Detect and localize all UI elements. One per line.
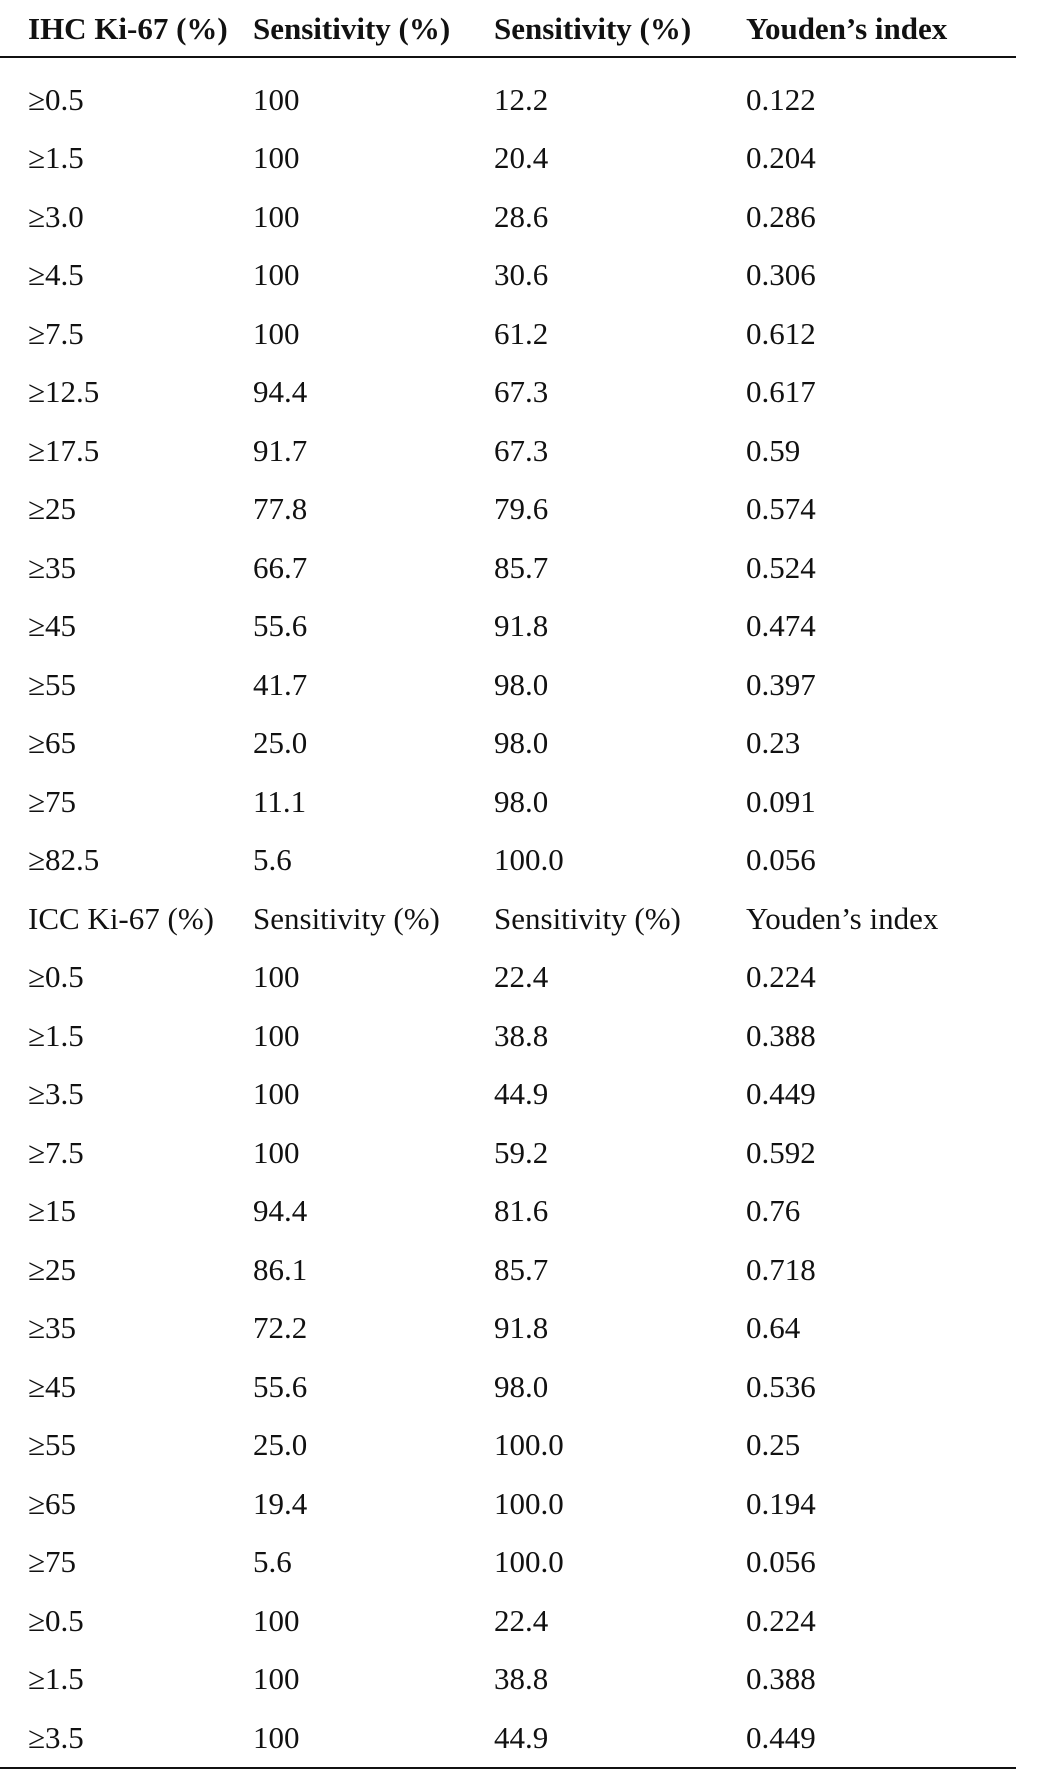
cell-sensitivity: 66.7: [253, 549, 308, 585]
cell-sensitivity-2: 30.6: [494, 257, 549, 293]
table-row: [0, 1474, 1016, 1533]
header-ki67-cutoff: IHC Ki-67 (%): [28, 10, 228, 46]
table-row: [0, 1182, 1016, 1241]
cell-youden-index: 0.388: [746, 1017, 816, 1053]
cell-sensitivity-2: 100.0: [494, 1544, 564, 1580]
cell-youden-index: 0.397: [746, 666, 816, 702]
cell-cutoff: ≥35: [28, 1310, 77, 1346]
cell-sensitivity-2: 59.2: [494, 1134, 549, 1170]
cell-cutoff: ≥45: [28, 608, 77, 644]
cell-sensitivity: 5.6: [253, 842, 292, 878]
cell-cutoff: ≥3.0: [28, 198, 84, 234]
cell-youden-index: 0.449: [746, 1076, 816, 1112]
header-sensitivity: Sensitivity (%): [253, 10, 451, 46]
cell-youden-index: 0.718: [746, 1251, 816, 1287]
table-body: [0, 70, 1016, 1767]
cell-cutoff: ≥25: [28, 1251, 77, 1287]
cell-youden-index: 0.64: [746, 1310, 801, 1346]
table-row: [0, 304, 1016, 363]
cell-youden-index: 0.617: [746, 374, 816, 410]
cell-youden-index: 0.204: [746, 140, 816, 176]
cell-sensitivity-2: 38.8: [494, 1017, 549, 1053]
cell-sensitivity: 100: [253, 198, 300, 234]
cell-youden-index: 0.091: [746, 783, 816, 819]
cell-cutoff: ≥7.5: [28, 1134, 84, 1170]
table-row: [0, 129, 1016, 188]
cell-cutoff: ≥82.5: [28, 842, 100, 878]
cell-sensitivity-2: 100.0: [494, 842, 564, 878]
cell-cutoff: ≥4.5: [28, 257, 84, 293]
cell-cutoff: ≥12.5: [28, 374, 100, 410]
table-row: [0, 1650, 1016, 1709]
table-row: [0, 772, 1016, 831]
cell-youden-index: 0.59: [746, 432, 801, 468]
cell-sensitivity-2: 98.0: [494, 725, 549, 761]
cell-youden-index: Youden’s index: [746, 900, 939, 936]
table-row: [0, 597, 1016, 656]
cell-sensitivity: 100: [253, 1076, 300, 1112]
table-row: [0, 1357, 1016, 1416]
cell-sensitivity-2: 91.8: [494, 608, 549, 644]
cell-cutoff: ≥45: [28, 1368, 77, 1404]
table-row: [0, 187, 1016, 246]
cell-sensitivity: 100: [253, 81, 300, 117]
cell-cutoff: ≥55: [28, 1427, 77, 1463]
table-row: [0, 538, 1016, 597]
cell-sensitivity-2: 100.0: [494, 1485, 564, 1521]
cell-sensitivity: 94.4: [253, 1193, 308, 1229]
cell-youden-index: 0.224: [746, 959, 816, 995]
cell-youden-index: 0.592: [746, 1134, 816, 1170]
cell-cutoff: ≥15: [28, 1193, 77, 1229]
table-row: [0, 480, 1016, 539]
cell-cutoff: ≥65: [28, 1485, 77, 1521]
cell-sensitivity-2: 12.2: [494, 81, 549, 117]
cell-sensitivity: 86.1: [253, 1251, 308, 1287]
cell-sensitivity: 100: [253, 140, 300, 176]
cell-cutoff: ≥1.5: [28, 140, 84, 176]
cell-cutoff: ≥17.5: [28, 432, 100, 468]
cell-sensitivity-2: 85.7: [494, 549, 549, 585]
cell-youden-index: 0.388: [746, 1661, 816, 1697]
cell-cutoff: ≥65: [28, 725, 77, 761]
cell-sensitivity: 55.6: [253, 1368, 308, 1404]
bottom-rule: [0, 1767, 1016, 1769]
table-row: [0, 714, 1016, 773]
cell-sensitivity: 100: [253, 1602, 300, 1638]
cell-sensitivity: 72.2: [253, 1310, 308, 1346]
cell-cutoff: ≥7.5: [28, 315, 84, 351]
cell-sensitivity-2: 44.9: [494, 1076, 549, 1112]
cell-youden-index: 0.76: [746, 1193, 801, 1229]
cell-youden-index: 0.536: [746, 1368, 816, 1404]
cell-sensitivity-2: 98.0: [494, 1368, 549, 1404]
cell-sensitivity: 100: [253, 1719, 300, 1755]
cell-sensitivity: 41.7: [253, 666, 308, 702]
cell-sensitivity-2: 79.6: [494, 491, 549, 527]
cell-sensitivity-2: Sensitivity (%): [494, 900, 681, 936]
table-row: [0, 1123, 1016, 1182]
cell-cutoff: ≥1.5: [28, 1017, 84, 1053]
cell-sensitivity-2: 22.4: [494, 1602, 549, 1638]
cell-cutoff: ≥3.5: [28, 1076, 84, 1112]
table-row: [0, 831, 1016, 890]
cell-sensitivity-2: 20.4: [494, 140, 549, 176]
cell-sensitivity-2: 100.0: [494, 1427, 564, 1463]
cell-sensitivity: 100: [253, 1134, 300, 1170]
cell-sensitivity-2: 81.6: [494, 1193, 549, 1229]
cell-cutoff: ≥0.5: [28, 959, 84, 995]
cell-youden-index: 0.524: [746, 549, 816, 585]
header-sensitivity-2: Sensitivity (%): [494, 10, 692, 46]
cell-cutoff: ≥0.5: [28, 1602, 84, 1638]
cell-sensitivity: 77.8: [253, 491, 308, 527]
cell-sensitivity: 94.4: [253, 374, 308, 410]
table-row: [0, 1065, 1016, 1124]
table-row: [0, 1708, 1016, 1767]
cell-sensitivity: 100: [253, 959, 300, 995]
cell-cutoff: ≥0.5: [28, 81, 84, 117]
cell-sensitivity-2: 98.0: [494, 783, 549, 819]
cell-youden-index: 0.574: [746, 491, 816, 527]
cell-sensitivity: 100: [253, 1661, 300, 1697]
cell-youden-index: 0.306: [746, 257, 816, 293]
table-row: [0, 1006, 1016, 1065]
cell-sensitivity-2: 44.9: [494, 1719, 549, 1755]
cell-youden-index: 0.474: [746, 608, 816, 644]
table-row: [0, 948, 1016, 1007]
cell-sensitivity: 100: [253, 1017, 300, 1053]
cell-youden-index: 0.194: [746, 1485, 816, 1521]
table-row: [0, 246, 1016, 305]
cell-youden-index: 0.286: [746, 198, 816, 234]
table-row: [0, 1591, 1016, 1650]
cell-sensitivity: Sensitivity (%): [253, 900, 440, 936]
cell-youden-index: 0.122: [746, 81, 816, 117]
cell-cutoff: ≥75: [28, 783, 77, 819]
table-row: [0, 889, 1016, 948]
cell-sensitivity: 19.4: [253, 1485, 308, 1521]
table-row: [0, 1299, 1016, 1358]
cell-sensitivity: 55.6: [253, 608, 308, 644]
cell-youden-index: 0.056: [746, 1544, 816, 1580]
cell-cutoff: ≥25: [28, 491, 77, 527]
cell-sensitivity: 11.1: [253, 783, 307, 819]
cell-sensitivity-2: 98.0: [494, 666, 549, 702]
cell-sensitivity-2: 85.7: [494, 1251, 549, 1287]
cell-sensitivity-2: 22.4: [494, 959, 549, 995]
header-youden-index: Youden’s index: [746, 10, 948, 46]
table-row: [0, 70, 1016, 129]
table-row: [0, 421, 1016, 480]
cell-cutoff: ≥75: [28, 1544, 77, 1580]
header-spacer: [0, 58, 1016, 70]
table-row: [0, 1533, 1016, 1592]
cell-youden-index: 0.25: [746, 1427, 801, 1463]
table-row: [0, 655, 1016, 714]
cell-youden-index: 0.224: [746, 1602, 816, 1638]
cell-cutoff: ≥3.5: [28, 1719, 84, 1755]
table-row: [0, 363, 1016, 422]
cell-sensitivity: 25.0: [253, 725, 308, 761]
table-row: [0, 1240, 1016, 1299]
cell-sensitivity: 100: [253, 315, 300, 351]
cell-sensitivity-2: 67.3: [494, 374, 549, 410]
cell-sensitivity: 25.0: [253, 1427, 308, 1463]
cell-sensitivity-2: 38.8: [494, 1661, 549, 1697]
cell-cutoff: ≥35: [28, 549, 77, 585]
cell-sensitivity-2: 61.2: [494, 315, 549, 351]
cell-sensitivity: 5.6: [253, 1544, 292, 1580]
cell-sensitivity: 91.7: [253, 432, 308, 468]
cell-youden-index: 0.612: [746, 315, 816, 351]
cell-sensitivity-2: 67.3: [494, 432, 549, 468]
cell-youden-index: 0.449: [746, 1719, 816, 1755]
cell-cutoff: ≥55: [28, 666, 77, 702]
cell-cutoff: ICC Ki-67 (%): [28, 900, 214, 936]
cell-sensitivity: 100: [253, 257, 300, 293]
cell-sensitivity-2: 28.6: [494, 198, 549, 234]
cell-cutoff: ≥1.5: [28, 1661, 84, 1697]
cell-sensitivity-2: 91.8: [494, 1310, 549, 1346]
cell-youden-index: 0.056: [746, 842, 816, 878]
cell-youden-index: 0.23: [746, 725, 801, 761]
table-header-row: [0, 0, 1016, 56]
table-row: [0, 1416, 1016, 1475]
